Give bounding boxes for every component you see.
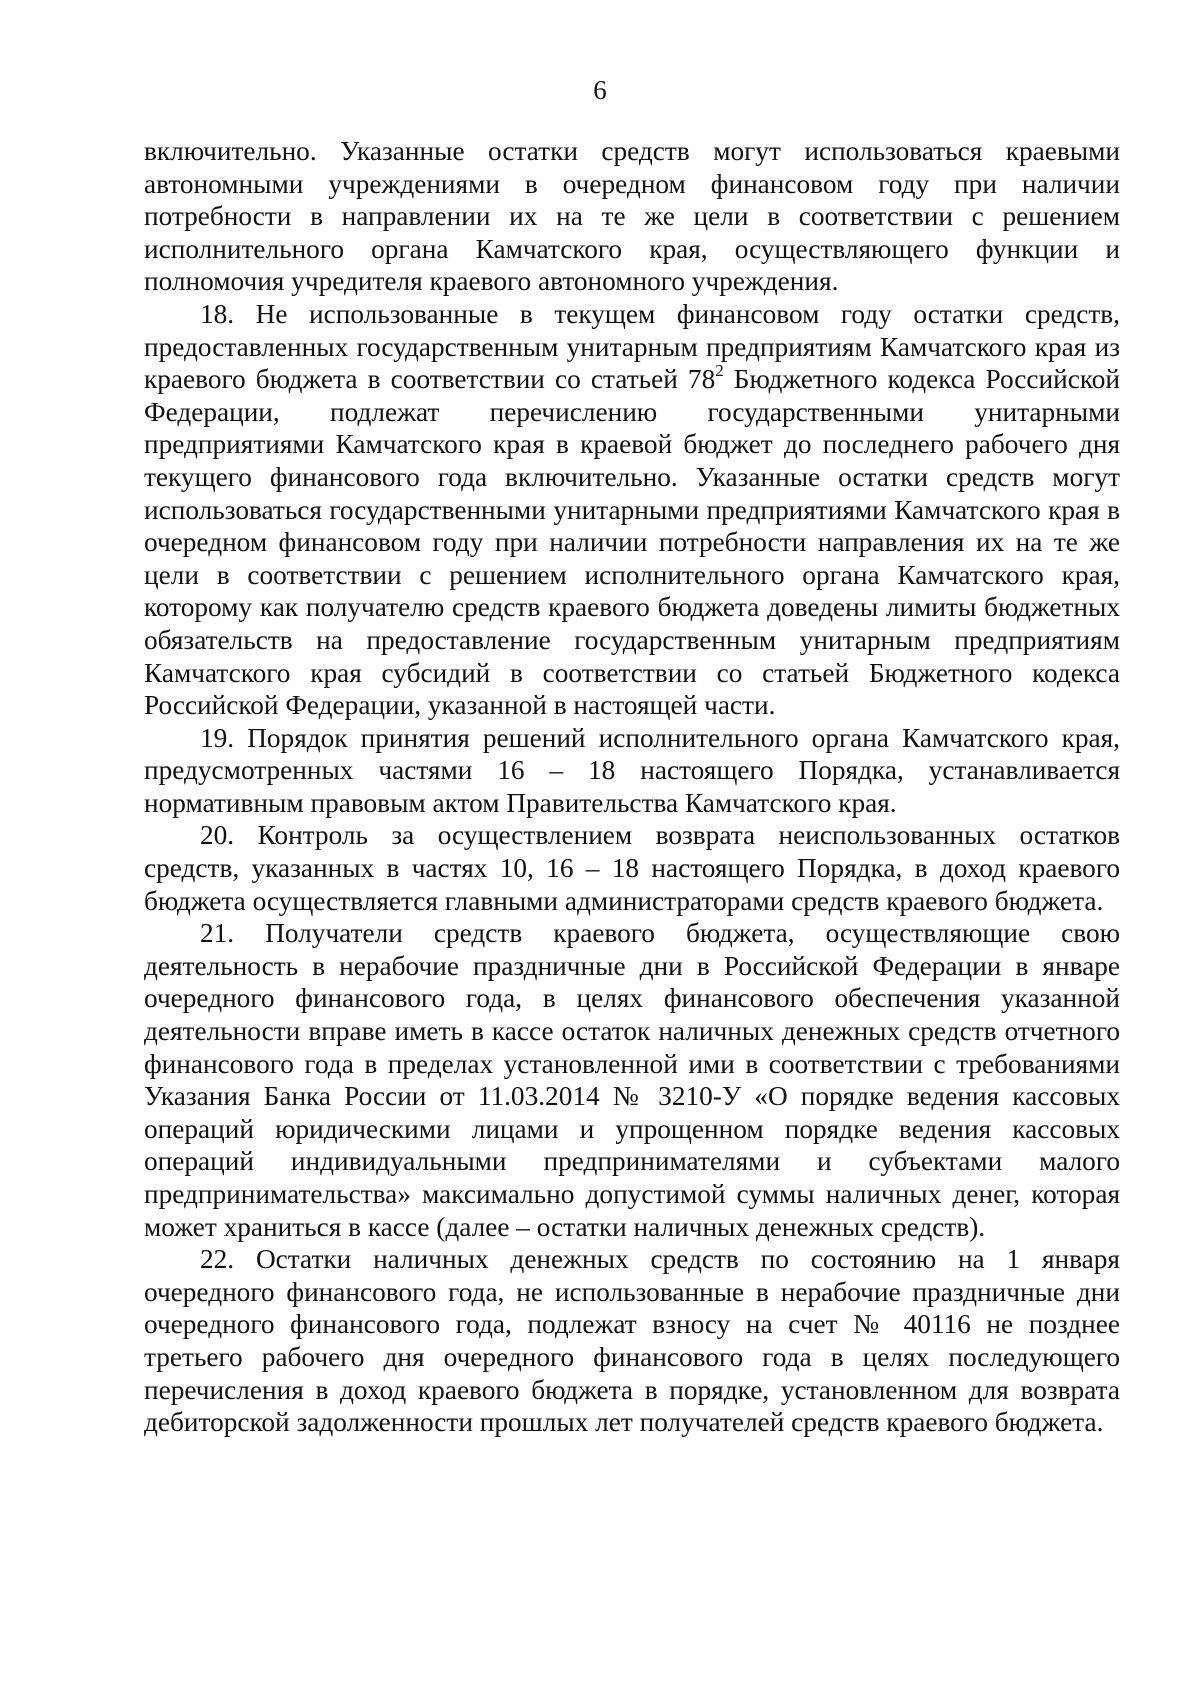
paragraph-18 [144,298,1120,722]
paragraph-18-part-a: 18. Не использованные в текущем финансовом году остатки средств, предоставленных государственным унитарным предприятиям Камчатского края из краевого бюджета в соответствии со статьей 78 [144,298,1120,395]
paragraph-18-part-b: Бюджетного кодекса Российской Федерации, подлежат перечислению государственными унитарными предприятиями Камчатского края в краевой бюджет до последнего рабочего дня текущего финансового года включительно. Указанные остатки средств могут использоваться государственными унитарными предприятиями Камчатского края в очередном финансовом году при наличии потребности направления их на те же цели в соответствии с решением исполнительного органа Камчатского края, которому как получателю средств краевого бюджета доведены лимиты бюджетных обязательств на предоставление государственным унитарным предприятиям Камчатского края субсидий в соответствии со статьей Бюджетного кодекса Российской Федерации, указанной в настоящей части. [144,364,1120,721]
paragraph-17-continuation: включительно. Указанные остатки средств могут использоваться краевыми автономными учреждениями в очередном финансовом году при наличии потребности в направлении их на те же цели в соответствии с решением исполнительного органа Камчатского края, осуществляющего функции и полномочия учредителя краевого автономного учреждения. [144,136,1120,297]
paragraph-21: 21. Получатели средств краевого бюджета, осуществляющие свою деятельность в нерабочие праздничные дни в Российской Федерации в январе очередного финансового года, в целях финансового обеспечения указанной деятельности вправе иметь в кассе остаток наличных денежных средств отчетного финансового года в пределах установленной ими в соответствии с требованиями Указания Банка России от 11.03.2014 № 3210-У «О порядке ведения кассовых операций юридическими лицами и упрощенном порядке ведения кассовых операций индивидуальными предпринимателями и субъектами малого предпринимательства» максимально допустимой суммы наличных денег, которая может храниться в кассе (далее – остатки наличных денежных средств). [144,918,1120,1242]
paragraph-19: 19. Порядок принятия решений исполнительного органа Камчатского края, предусмотренных частями 16 – 18 настоящего Порядка, устанавливается нормативным правовым актом Правительства Камчатского края. [144,722,1120,818]
paragraph-22: 22. Остатки наличных денежных средств по состоянию на 1 января очередного финансового года, не использованные в нерабочие праздничные дни очередного финансового года, подлежат взносу на счет № 40116 не позднее третьего рабочего дня очередного финансового года в целях последующего перечисления в доход краевого бюджета в порядке, установленном для возврата дебиторской задолженности прошлых лет получателей средств краевого бюджета. [144,1244,1120,1438]
page-number: 6 [593,75,607,105]
paragraph-20: 20. Контроль за осуществлением возврата неиспользованных остатков средств, указанных в частях 10, 16 – 18 настоящего Порядка, в доход краевого бюджета осуществляется главными администраторами средств краевого бюджета. [144,820,1120,916]
article-superscript: 2 [715,361,724,381]
document-body [144,135,1120,1439]
